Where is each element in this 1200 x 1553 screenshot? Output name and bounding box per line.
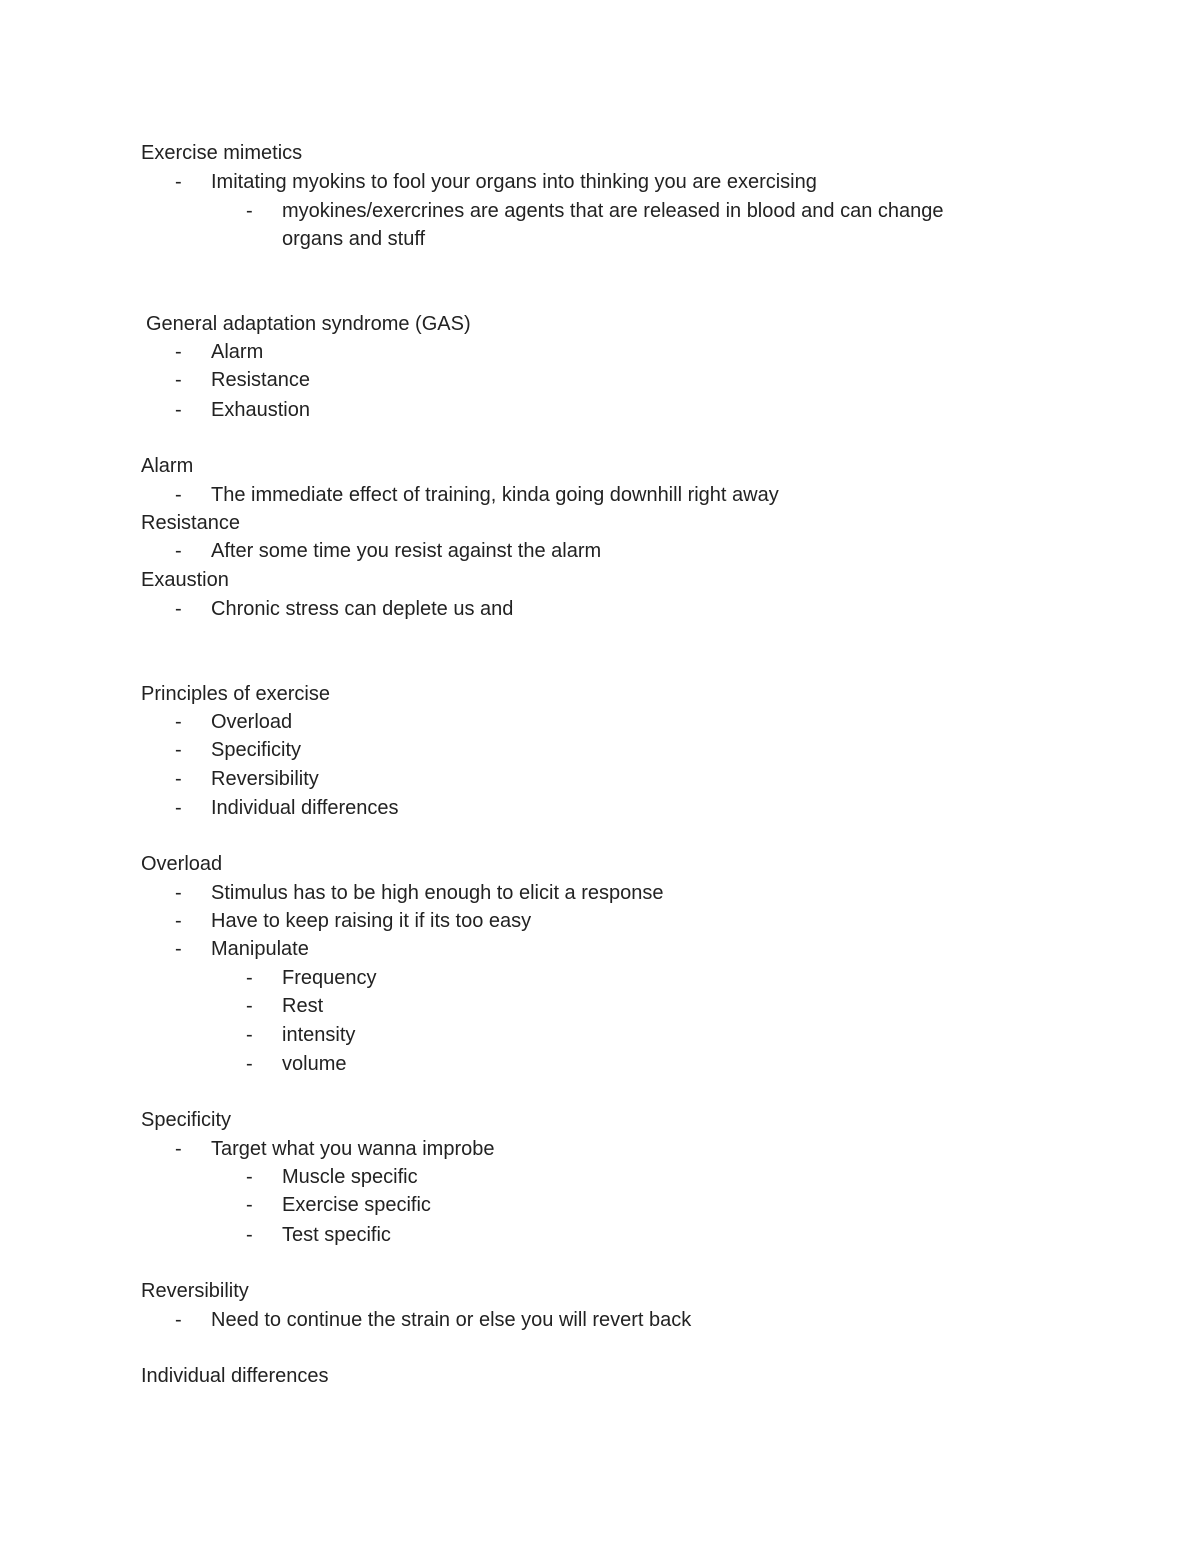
section-heading: Alarm [141, 455, 194, 477]
bullet-dash: - [175, 341, 182, 363]
bullet-item: Manipulate [211, 938, 309, 960]
section-heading: Exaustion [141, 569, 229, 591]
section-heading: General adaptation syndrome (GAS) [146, 313, 471, 335]
sub-bullet-item: Exercise specific [282, 1194, 431, 1216]
bullet-dash: - [175, 797, 182, 819]
section-heading: Resistance [141, 512, 240, 534]
sub-bullet-dash: - [246, 995, 253, 1017]
sub-bullet-item: myokines/exercrines are agents that are released in blood and can change [282, 200, 944, 222]
bullet-dash: - [175, 768, 182, 790]
section-heading: Individual differences [141, 1365, 329, 1387]
sub-bullet-item: Frequency [282, 967, 377, 989]
bullet-dash: - [175, 739, 182, 761]
sub-bullet-dash: - [246, 200, 253, 222]
sub-bullet-dash: - [246, 1166, 253, 1188]
bullet-dash: - [175, 711, 182, 733]
section-heading: Specificity [141, 1109, 232, 1131]
bullet-item: Target what you wanna improbe [211, 1138, 495, 1160]
section-heading: Exercise mimetics [141, 142, 303, 164]
bullet-item: Exhaustion [211, 399, 310, 421]
sub-bullet-dash: - [246, 1194, 253, 1216]
sub-bullet-dash: - [246, 967, 253, 989]
sub-bullet-item: Muscle specific [282, 1166, 418, 1188]
sub-bullet-dash: - [246, 1053, 253, 1075]
bullet-item: Individual differences [211, 797, 399, 819]
sub-bullet-item-continuation: organs and stuff [282, 228, 426, 250]
bullet-item: Resistance [211, 369, 310, 391]
bullet-item: Chronic stress can deplete us and [211, 598, 514, 620]
sub-bullet-dash: - [246, 1024, 253, 1046]
section-heading: Overload [141, 853, 223, 875]
bullet-item: Overload [211, 711, 293, 733]
section-heading: Principles of exercise [141, 683, 330, 705]
sub-bullet-item: volume [282, 1053, 347, 1075]
bullet-dash: - [175, 938, 182, 960]
bullet-item: Have to keep raising it if its too easy [211, 910, 532, 932]
bullet-dash: - [175, 598, 182, 620]
sub-bullet-item: intensity [282, 1024, 356, 1046]
sub-bullet-item: Rest [282, 995, 324, 1017]
sub-bullet-dash: - [246, 1224, 253, 1246]
bullet-dash: - [175, 171, 182, 193]
bullet-dash: - [175, 1309, 182, 1331]
sub-bullet-item: Test specific [282, 1224, 391, 1246]
bullet-dash: - [175, 369, 182, 391]
bullet-item: Stimulus has to be high enough to elicit a response [211, 882, 664, 904]
bullet-dash: - [175, 1138, 182, 1160]
bullet-item: Specificity [211, 739, 302, 761]
bullet-item: Reversibility [211, 768, 319, 790]
section-heading: Reversibility [141, 1280, 249, 1302]
bullet-item: Imitating myokins to fool your organs into thinking you are exercising [211, 171, 817, 193]
bullet-dash: - [175, 910, 182, 932]
bullet-dash: - [175, 882, 182, 904]
bullet-dash: - [175, 484, 182, 506]
bullet-dash: - [175, 540, 182, 562]
bullet-dash: - [175, 399, 182, 421]
bullet-item: Alarm [211, 341, 264, 363]
bullet-item: The immediate effect of training, kinda going downhill right away [211, 484, 779, 506]
bullet-item: After some time you resist against the alarm [211, 540, 602, 562]
bullet-item: Need to continue the strain or else you will revert back [211, 1309, 692, 1331]
